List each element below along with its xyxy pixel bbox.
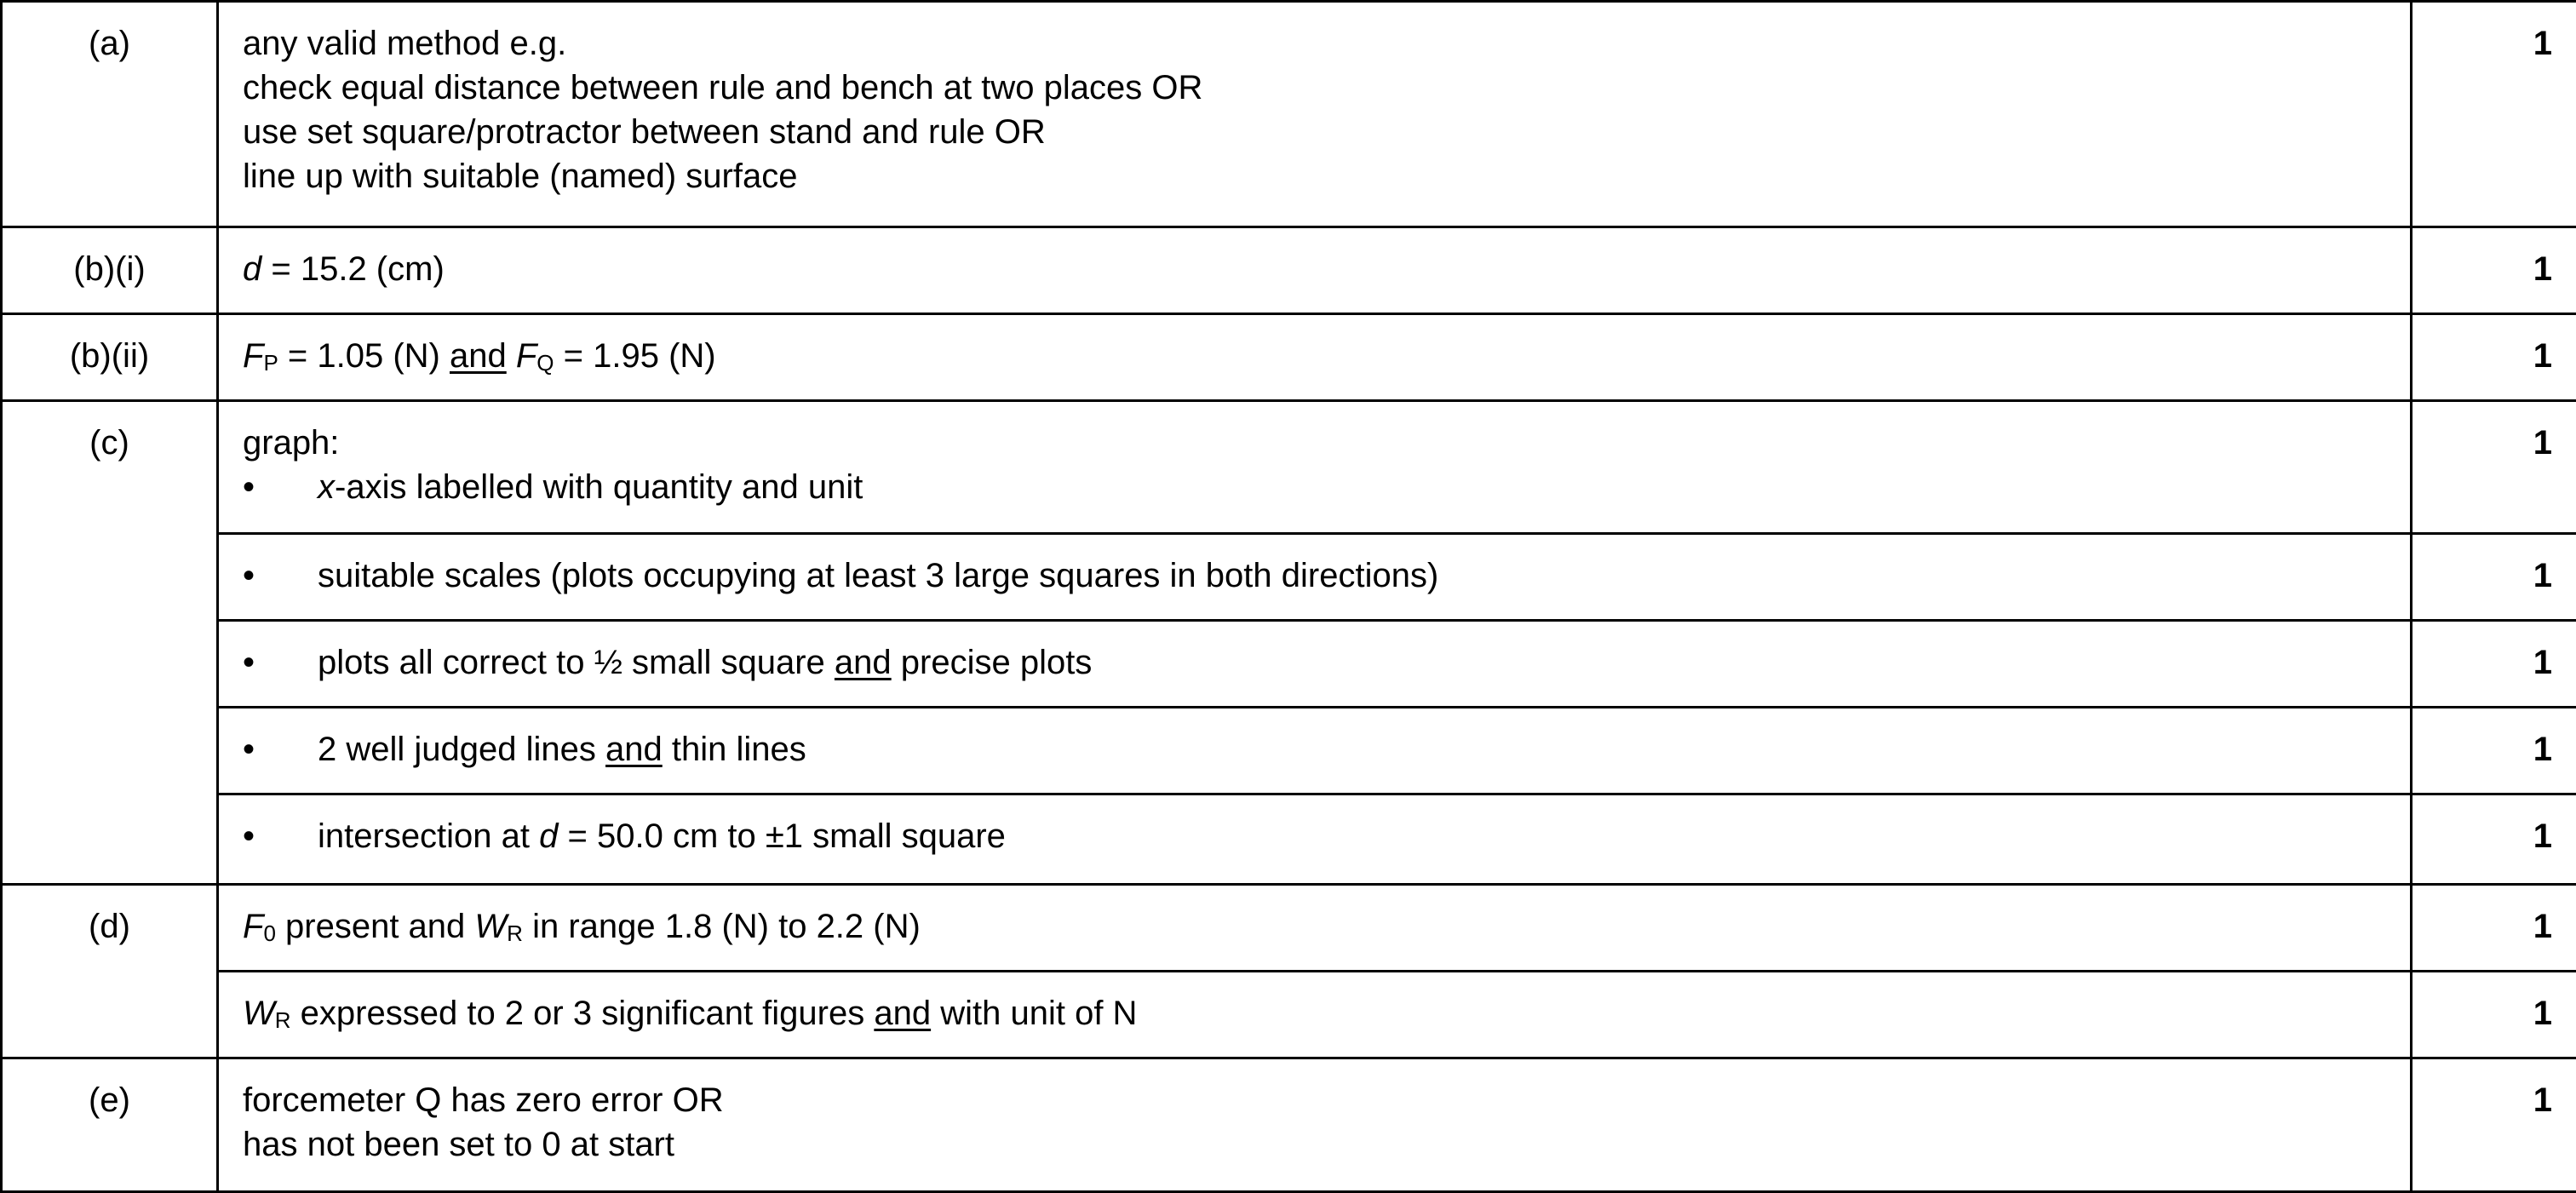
- answer-text: expressed to 2 or 3 significant figures: [291, 995, 875, 1032]
- question-part: (c): [2, 401, 218, 885]
- question-part: (a): [2, 2, 218, 227]
- answer-text: = 1.05 (N): [278, 337, 450, 375]
- mark-value: 1: [2412, 708, 2576, 794]
- subscript: 0: [263, 921, 275, 946]
- answer-cell: [218, 401, 2412, 534]
- answer-line: forcemeter Q has zero error OR: [243, 1078, 2386, 1122]
- variable: d: [539, 817, 558, 855]
- answer-text: = 15.2 (cm): [261, 250, 445, 288]
- answer-text: 2 well judged lines: [318, 731, 605, 768]
- answer-cell: [218, 534, 2412, 621]
- table-row: [2, 534, 2576, 621]
- table-row: [2, 1058, 2576, 1192]
- underlined-and: and: [450, 337, 507, 375]
- bullet-item: [243, 465, 2386, 509]
- variable: W: [474, 908, 507, 945]
- answer-text: = 50.0 cm to ±1 small square: [558, 817, 1006, 855]
- answer-cell: [218, 708, 2412, 794]
- question-part: (d): [2, 885, 218, 1058]
- subscript: Q: [536, 350, 554, 376]
- answer-text: intersection at: [318, 817, 539, 855]
- answer-text: present and: [276, 908, 475, 945]
- variable: x: [318, 468, 335, 506]
- bullet-item: [243, 727, 2386, 771]
- answer-cell: [218, 972, 2412, 1058]
- question-part: (b)(i): [2, 227, 218, 314]
- answer-line: line up with suitable (named) surface: [243, 154, 2386, 198]
- answer-cell: [218, 794, 2412, 885]
- variable: F: [243, 908, 263, 945]
- bullet-icon: •: [243, 465, 318, 509]
- mark-value: 1: [2412, 2, 2576, 227]
- mark-value: 1: [2412, 621, 2576, 708]
- table-row: [2, 708, 2576, 794]
- answer-line: use set square/protractor between stand and rule OR: [243, 110, 2386, 154]
- question-part: (e): [2, 1058, 218, 1192]
- table-row: [2, 2, 2576, 227]
- answer-cell: [218, 885, 2412, 972]
- table-row: [2, 885, 2576, 972]
- answer-text: = 1.95 (N): [554, 337, 716, 375]
- mark-value: 1: [2412, 314, 2576, 401]
- answer-text: -axis labelled with quantity and unit: [335, 468, 863, 506]
- answer-line: has not been set to 0 at start: [243, 1122, 2386, 1167]
- underlined-and: and: [605, 731, 663, 768]
- mark-value: 1: [2412, 227, 2576, 314]
- mark-value: 1: [2412, 794, 2576, 885]
- bullet-item: [243, 640, 2386, 685]
- mark-value: 1: [2412, 401, 2576, 534]
- answer-text: plots all correct to ½ small square: [318, 644, 835, 681]
- subscript: R: [275, 1007, 291, 1033]
- variable: F: [516, 337, 536, 375]
- mark-value: 1: [2412, 1058, 2576, 1192]
- mark-value: 1: [2412, 534, 2576, 621]
- subscript: P: [263, 350, 278, 376]
- answer-cell: [218, 621, 2412, 708]
- answer-cell: [218, 227, 2412, 314]
- answer-line: any valid method e.g.: [243, 21, 2386, 66]
- answer-text: with unit of N: [931, 995, 1137, 1032]
- subscript: R: [507, 921, 523, 946]
- bullet-icon: •: [243, 727, 318, 771]
- bullet-icon: •: [243, 553, 318, 598]
- answer-line: check equal distance between rule and bench at two places OR: [243, 66, 2386, 110]
- underlined-and: and: [874, 995, 931, 1032]
- bullet-icon: •: [243, 814, 318, 858]
- variable: F: [243, 337, 263, 375]
- mark-value: 1: [2412, 972, 2576, 1058]
- mark-value: 1: [2412, 885, 2576, 972]
- answer-text: suitable scales (plots occupying at least 3 large squares in both directions): [318, 557, 1438, 594]
- answer-cell: [218, 1058, 2412, 1192]
- answer-text: precise plots: [892, 644, 1093, 681]
- answer-text: thin lines: [663, 731, 806, 768]
- answer-cell: [218, 2, 2412, 227]
- variable: W: [243, 995, 275, 1032]
- underlined-and: and: [835, 644, 892, 681]
- table-row: [2, 401, 2576, 534]
- question-part: (b)(ii): [2, 314, 218, 401]
- variable: d: [243, 250, 261, 288]
- bullet-item: [243, 814, 2386, 858]
- table-row: [2, 794, 2576, 885]
- bullet-item: [243, 553, 2386, 598]
- answer-text: in range 1.8 (N) to 2.2 (N): [523, 908, 921, 945]
- bullet-icon: •: [243, 640, 318, 685]
- table-row: [2, 227, 2576, 314]
- answer-heading: graph:: [243, 421, 2386, 465]
- answer-cell: [218, 314, 2412, 401]
- table-row: [2, 972, 2576, 1058]
- table-row: [2, 621, 2576, 708]
- table-row: [2, 314, 2576, 401]
